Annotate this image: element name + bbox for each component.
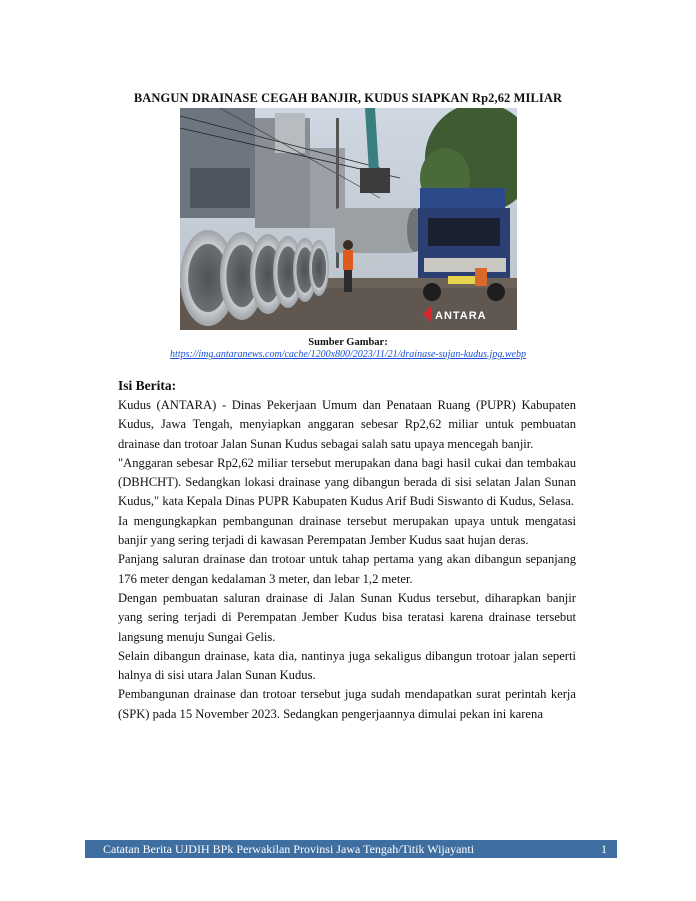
image-source-label: Sumber Gambar: (308, 337, 388, 348)
paragraph: "Anggaran sebesar Rp2,62 miliar tersebut merupakan dana bagi hasil cukai dan tembakau (DBHCHT). Sedangkan lokasi drainase yang dibangun berada di sisi selatan Jalan Sunan Kudus," kata Kepala Dinas PUPR Kabupaten Kudus Arif Budi Siswanto di Kudus, Selasa. (118, 455, 576, 509)
paragraph: Panjang saluran drainase dan trotoar untuk tahap pertama yang akan dibangun sepanjang 176 meter dengan kedalaman 3 meter, dan lebar 1,2 meter. (118, 552, 576, 586)
paragraph: Ia mengungkapkan pembangunan drainase tersebut merupakan upaya untuk mengatasi banjir yang sering terjadi di kawasan Perempatan Jember Kudus saat hujan deras. (118, 513, 576, 548)
image-source-link[interactable]: https://img.antaranews.com/cache/1200x800/2023/11/21/drainase-sujan-kudus.jpg.webp (170, 349, 526, 360)
footer-divider (672, 840, 673, 858)
section-heading: Isi Berita: (118, 378, 177, 393)
footer-text: Catatan Berita UJDIH BPk Perwakilan Provinsi Jawa Tengah/Titik Wijayanti (103, 842, 475, 856)
news-photo (180, 108, 517, 330)
article-title: BANGUN DRAINASE CEGAH BANJIR, KUDUS SIAPKAN Rp2,62 MILIAR (133, 91, 563, 105)
page-footer (85, 840, 617, 858)
article-body (118, 396, 576, 724)
paragraph: Selain dibangun drainase, kata dia, nantinya juga sekaligus dibangun trotoar jalan seperti halnya di sisi utara Jalan Sunan Kudus. (118, 648, 576, 683)
paragraph: Pembangunan drainase dan trotoar tersebut juga sudah mendapatkan surat perintah kerja (SPK) pada 15 November 2023. Sedangkan pengerjaannya dimulai pekan ini karena (118, 687, 576, 721)
paragraph: Dengan pembuatan saluran drainase di Jalan Sunan Kudus tersebut, diharapkan banjir yang sering terjadi di Perempatan Jember Kudus bisa teratasi karena drainase tersebut langsung menuju Sungai Gelis. (118, 590, 576, 644)
paragraph: Kudus (ANTARA) - Dinas Pekerjaan Umum dan Penataan Ruang (PUPR) Kabupaten Kudus, Jawa Tengah, menyiapkan anggaran sebesar Rp2,62 miliar untuk pembuatan drainase dan trotoar Jalan Sunan Kudus sebagai salah satu upaya mencegah banjir. (118, 398, 576, 451)
page-number: 1 (601, 842, 607, 856)
antara-watermark: ANTARA (435, 310, 487, 322)
